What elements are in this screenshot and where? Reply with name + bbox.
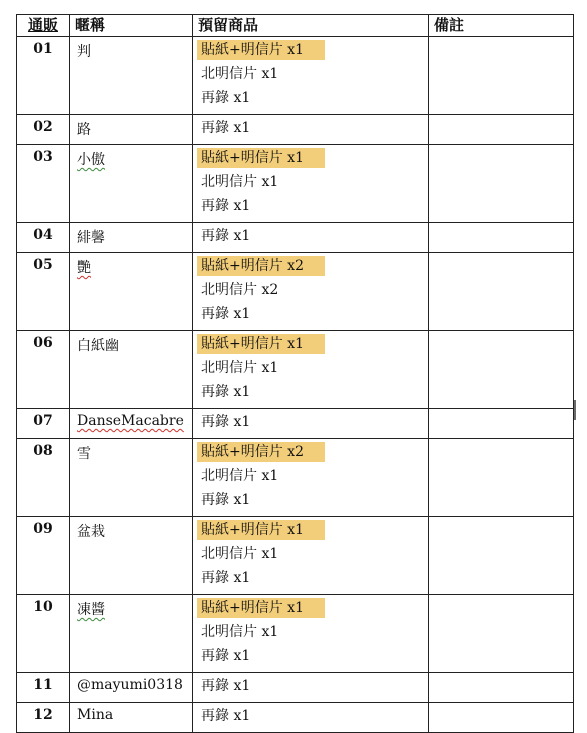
row-id: 06 xyxy=(17,331,70,409)
item-line xyxy=(197,520,428,544)
item-line xyxy=(197,280,428,304)
item-line xyxy=(197,40,428,64)
reservation-table xyxy=(16,14,574,733)
item-text: 再錄 x1 xyxy=(201,120,251,136)
row-items xyxy=(193,409,429,439)
row-note xyxy=(429,115,574,145)
table-row xyxy=(17,517,574,595)
row-note xyxy=(429,145,574,223)
table-row xyxy=(17,409,574,439)
row-items xyxy=(193,331,429,409)
row-name-text: 小傲 xyxy=(77,152,105,168)
table-row xyxy=(17,595,574,673)
row-items xyxy=(193,37,429,115)
row-items xyxy=(193,703,429,733)
item-text: 貼紙+明信片 x1 xyxy=(197,148,325,168)
item-text: 再錄 x1 xyxy=(201,90,251,106)
row-name-text: 艷 xyxy=(77,260,91,276)
item-text: 再錄 x1 xyxy=(201,384,251,400)
row-name-text: 凍醬 xyxy=(77,602,105,618)
row-items xyxy=(193,595,429,673)
row-id: 09 xyxy=(17,517,70,595)
item-line xyxy=(197,412,428,436)
row-items xyxy=(193,253,429,331)
item-line xyxy=(197,568,428,592)
item-line xyxy=(197,226,428,250)
row-name xyxy=(70,703,193,733)
row-note xyxy=(429,37,574,115)
row-name xyxy=(70,439,193,517)
row-name-text: @mayumi0318 xyxy=(77,677,183,693)
header-id: 通販 xyxy=(17,15,70,37)
item-line xyxy=(197,646,428,670)
item-text: 貼紙+明信片 x1 xyxy=(197,334,325,354)
row-name-text: 雪 xyxy=(77,446,91,462)
row-id: 05 xyxy=(17,253,70,331)
item-line xyxy=(197,544,428,568)
row-name xyxy=(70,223,193,253)
item-line xyxy=(197,706,428,730)
table-row xyxy=(17,145,574,223)
header-items: 預留商品 xyxy=(193,15,429,37)
item-text: 再錄 x1 xyxy=(201,414,251,430)
table-row xyxy=(17,223,574,253)
item-line xyxy=(197,172,428,196)
item-text: 再錄 x1 xyxy=(201,228,251,244)
table-row xyxy=(17,37,574,115)
row-id: 01 xyxy=(17,37,70,115)
row-name xyxy=(70,673,193,703)
item-text: 北明信片 x1 xyxy=(201,468,279,484)
row-id: 07 xyxy=(17,409,70,439)
row-name xyxy=(70,409,193,439)
item-text: 北明信片 x1 xyxy=(201,174,279,190)
table-row xyxy=(17,673,574,703)
item-text: 貼紙+明信片 x1 xyxy=(197,520,325,540)
header-note: 備註 xyxy=(429,15,574,37)
table-row xyxy=(17,703,574,733)
row-id: 10 xyxy=(17,595,70,673)
item-text: 再錄 x1 xyxy=(201,708,251,724)
row-name-text: 白紙幽 xyxy=(77,338,119,354)
row-items xyxy=(193,115,429,145)
item-text: 再錄 x1 xyxy=(201,198,251,214)
row-name-text: 盆栽 xyxy=(77,524,105,540)
item-line xyxy=(197,88,428,112)
page-edge-marker xyxy=(574,400,576,420)
item-text: 北明信片 x1 xyxy=(201,546,279,562)
row-note xyxy=(429,223,574,253)
document-page xyxy=(16,14,574,733)
row-items xyxy=(193,439,429,517)
item-line xyxy=(197,466,428,490)
row-note xyxy=(429,253,574,331)
row-note xyxy=(429,673,574,703)
row-name xyxy=(70,37,193,115)
row-name xyxy=(70,145,193,223)
item-text: 北明信片 x1 xyxy=(201,624,279,640)
item-text: 再錄 x1 xyxy=(201,678,251,694)
table-row xyxy=(17,439,574,517)
item-line xyxy=(197,358,428,382)
row-id: 08 xyxy=(17,439,70,517)
row-id: 04 xyxy=(17,223,70,253)
row-id: 03 xyxy=(17,145,70,223)
item-text: 北明信片 x1 xyxy=(201,66,279,82)
item-text: 貼紙+明信片 x2 xyxy=(197,256,325,276)
item-text: 北明信片 x1 xyxy=(201,360,279,376)
item-text: 北明信片 x2 xyxy=(201,282,279,298)
item-line xyxy=(197,148,428,172)
row-name xyxy=(70,595,193,673)
item-line xyxy=(197,382,428,406)
row-name-text: 判 xyxy=(77,44,91,60)
row-note xyxy=(429,703,574,733)
item-line xyxy=(197,118,428,142)
row-note xyxy=(429,331,574,409)
row-id: 12 xyxy=(17,703,70,733)
item-text: 再錄 x1 xyxy=(201,306,251,322)
item-line xyxy=(197,622,428,646)
item-text: 再錄 x1 xyxy=(201,570,251,586)
table-header-row xyxy=(17,15,574,37)
header-name: 暱稱 xyxy=(70,15,193,37)
item-text: 再錄 x1 xyxy=(201,492,251,508)
item-text: 再錄 x1 xyxy=(201,648,251,664)
row-name-text: 緋馨 xyxy=(77,230,105,246)
item-text: 貼紙+明信片 x2 xyxy=(197,442,325,462)
item-text: 貼紙+明信片 x1 xyxy=(197,40,325,60)
table-row xyxy=(17,115,574,145)
row-items xyxy=(193,673,429,703)
item-line xyxy=(197,196,428,220)
item-line xyxy=(197,64,428,88)
row-name-text: 路 xyxy=(77,122,91,138)
row-id: 11 xyxy=(17,673,70,703)
row-id: 02 xyxy=(17,115,70,145)
row-note xyxy=(429,439,574,517)
row-items xyxy=(193,223,429,253)
item-text: 貼紙+明信片 x1 xyxy=(197,598,325,618)
item-line xyxy=(197,442,428,466)
table-row xyxy=(17,331,574,409)
row-items xyxy=(193,517,429,595)
row-name xyxy=(70,517,193,595)
row-name xyxy=(70,331,193,409)
table-row xyxy=(17,253,574,331)
item-line xyxy=(197,256,428,280)
item-line xyxy=(197,490,428,514)
row-name-text: Mina xyxy=(77,707,114,723)
row-name-text: DanseMacabre xyxy=(77,413,184,429)
item-line xyxy=(197,598,428,622)
item-line xyxy=(197,676,428,700)
row-note xyxy=(429,595,574,673)
row-note xyxy=(429,517,574,595)
row-name xyxy=(70,253,193,331)
row-note xyxy=(429,409,574,439)
row-items xyxy=(193,145,429,223)
item-line xyxy=(197,334,428,358)
item-line xyxy=(197,304,428,328)
row-name xyxy=(70,115,193,145)
